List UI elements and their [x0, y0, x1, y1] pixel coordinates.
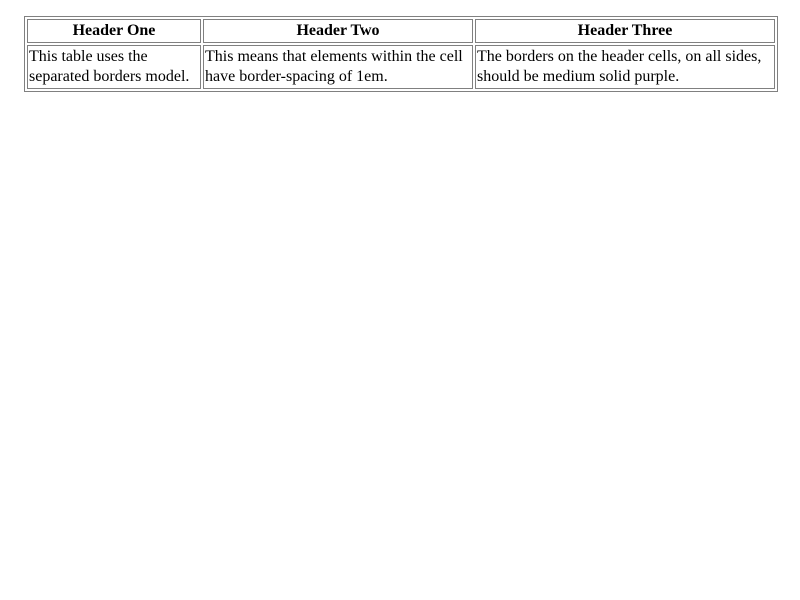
body-cell-two: This means that elements within the cell have border-spacing of 1em. — [203, 45, 473, 89]
body-cell-three: The borders on the header cells, on all sides, should be medium solid purple. — [475, 45, 775, 89]
header-cell-one: Header One — [27, 19, 201, 43]
header-row — [27, 19, 775, 43]
demo-table — [24, 16, 778, 92]
body-cell-one: This table uses the separated borders model. — [27, 45, 201, 89]
header-cell-two: Header Two — [203, 19, 473, 43]
table-container — [24, 16, 776, 92]
table-row — [27, 45, 775, 89]
header-cell-three: Header Three — [475, 19, 775, 43]
